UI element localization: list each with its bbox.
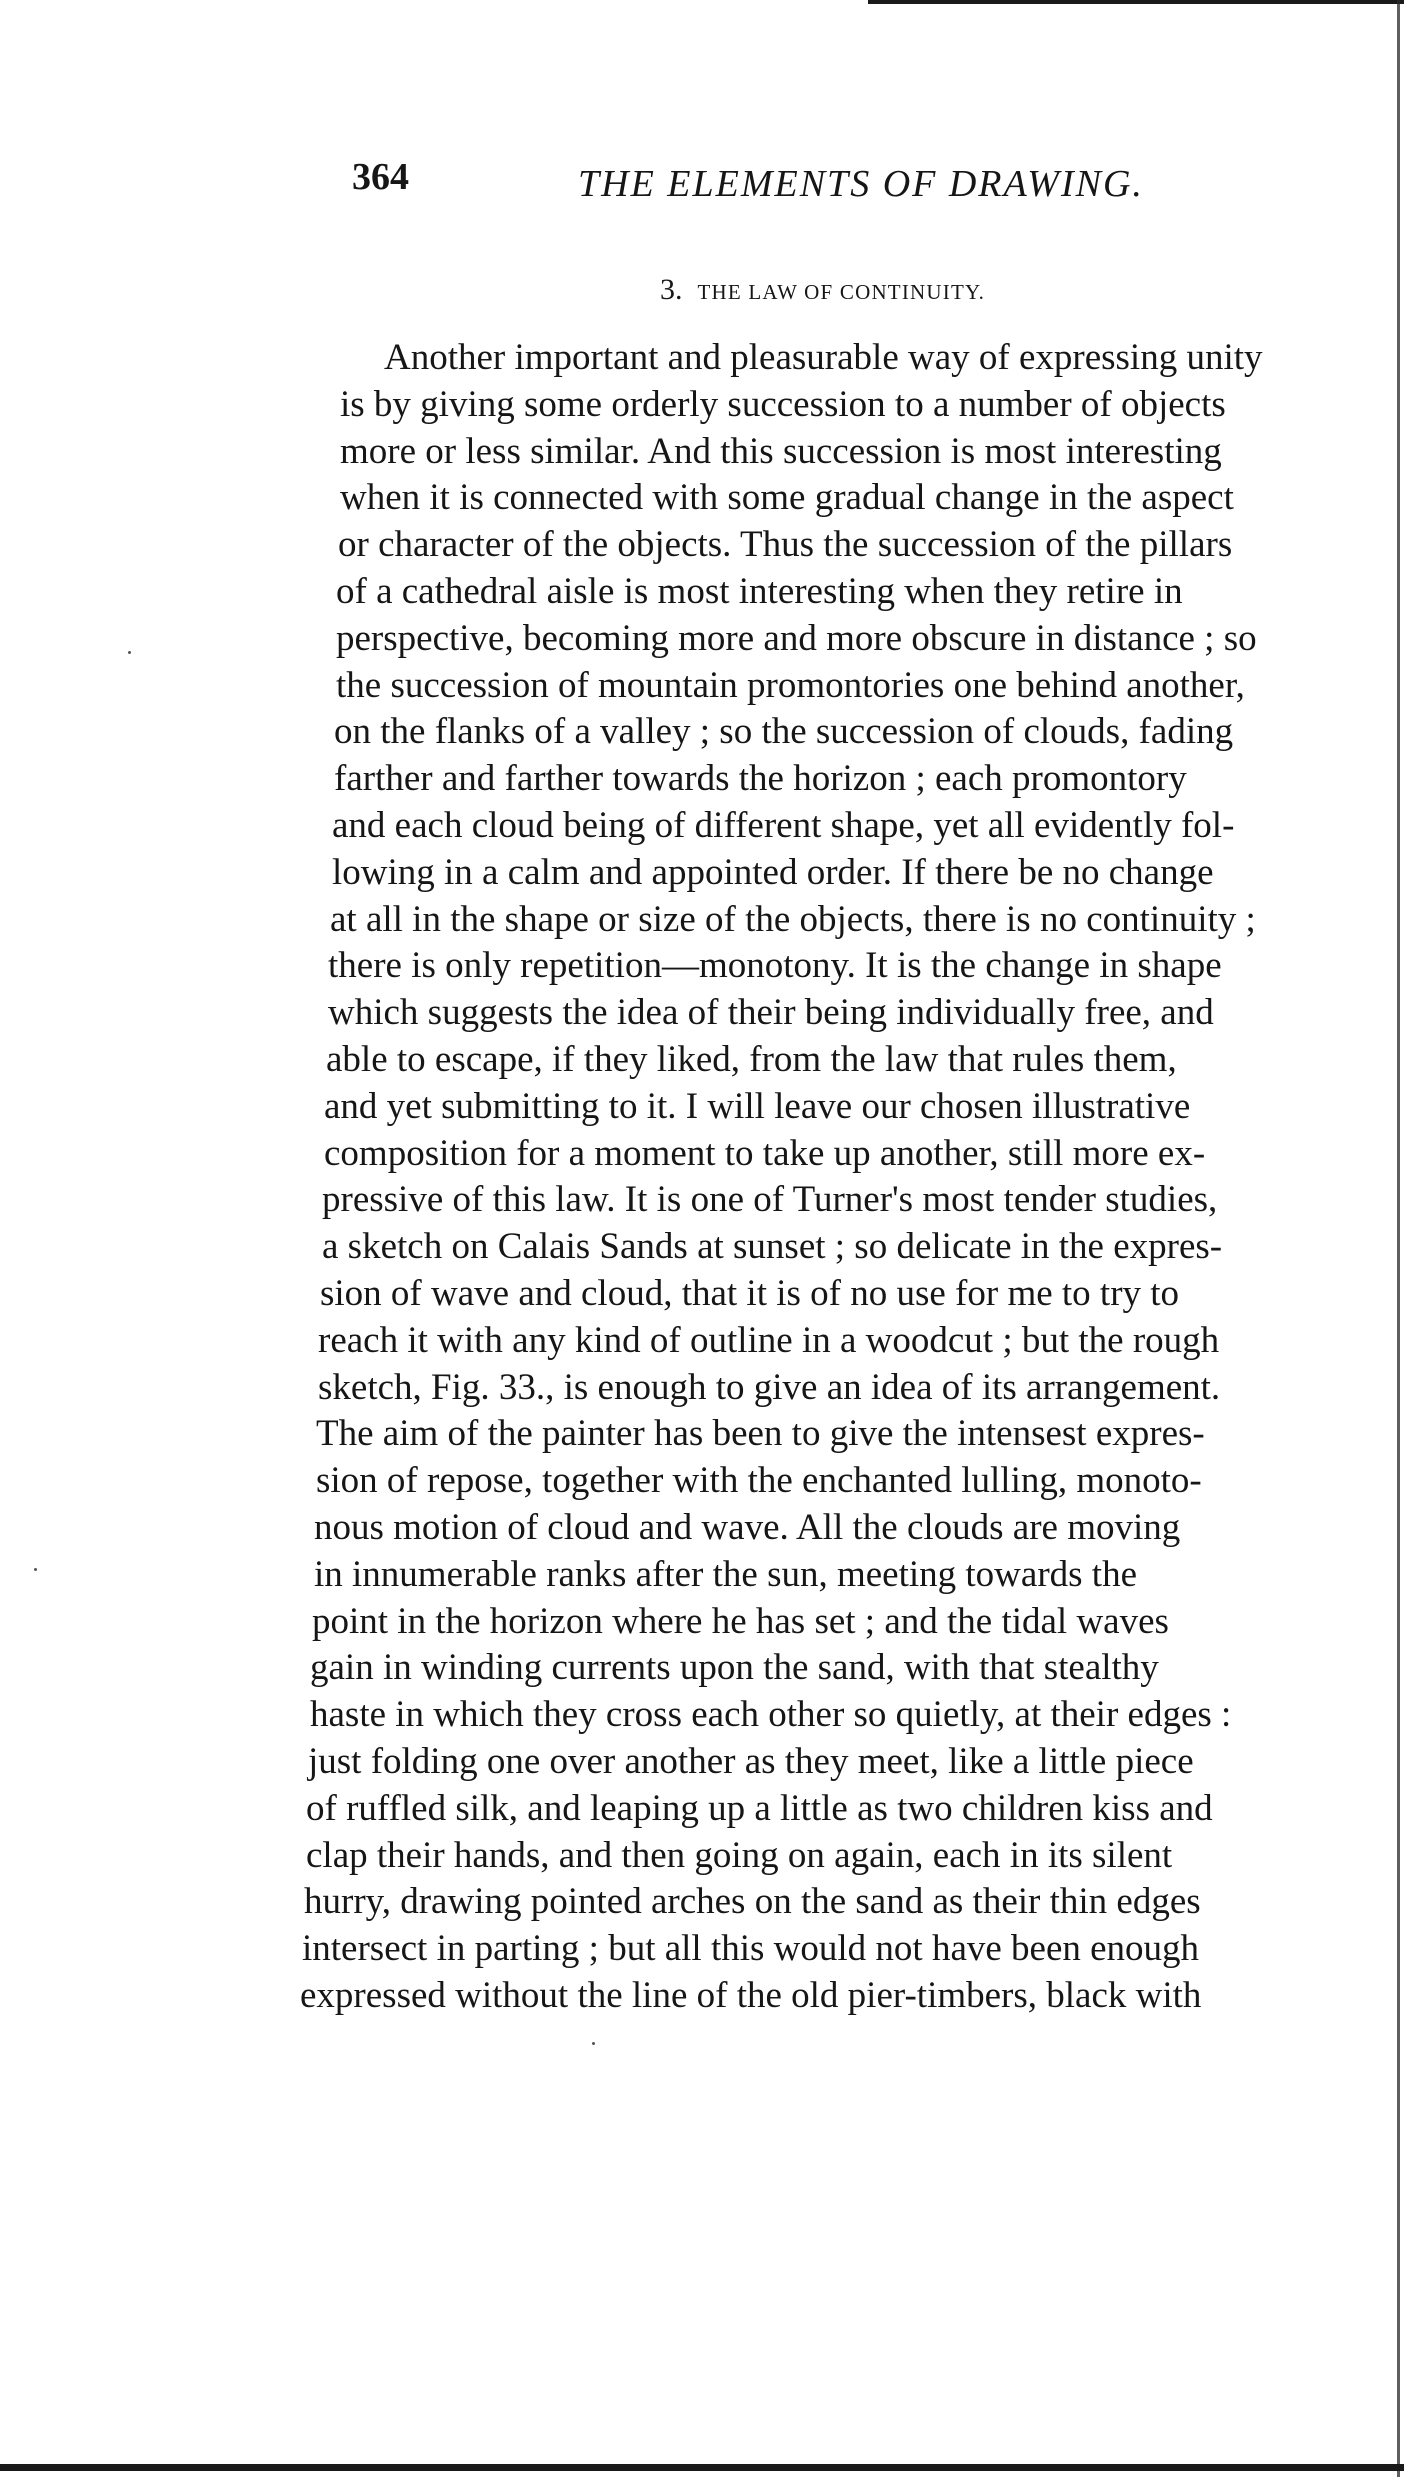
text-line: The aim of the painter has been to give the intensest expres- (316, 1413, 1205, 1455)
text-line: which suggests the idea of their being individually free, and (328, 992, 1214, 1034)
text-line: intersect in parting ; but all this would not have been enough (302, 1928, 1200, 1970)
text-line: pressive of this law. It is one of Turner's most tender studies, (322, 1179, 1218, 1221)
text-line: and each cloud being of different shape, yet all evidently fol- (332, 804, 1235, 846)
text-line: reach it with any kind of outline in a woodcut ; but the rough (318, 1319, 1220, 1361)
text-line: Another important and pleasurable way of expressing unity (384, 337, 1263, 378)
text-line: the succession of mountain promontories one behind another, (336, 664, 1245, 706)
text-line: of ruffled silk, and leaping up a little as two children kiss and (306, 1787, 1213, 1829)
section-heading (660, 275, 985, 305)
running-title: THE ELEMENTS OF DRAWING. (578, 163, 1144, 205)
text-line: a sketch on Calais Sands at sunset ; so delicate in the expres- (322, 1226, 1223, 1268)
text-line: lowing in a calm and appointed order. If there be no change (332, 851, 1214, 893)
text-line: at all in the shape or size of the objects, there is no continuity ; (330, 898, 1256, 940)
text-line: when it is connected with some gradual change in the aspect (340, 477, 1234, 519)
paper-speck (592, 2042, 595, 2045)
text-line: just folding one over another as they meet, like a little piece (308, 1740, 1194, 1782)
text-line: on the flanks of a valley ; so the succession of clouds, fading (334, 711, 1234, 753)
text-line: in innumerable ranks after the sun, meeting towards the (314, 1553, 1137, 1595)
text-line: perspective, becoming more and more obscure in distance ; so (336, 617, 1257, 659)
text-line: clap their hands, and then going on again, each in its silent (306, 1834, 1173, 1876)
text-line: sion of wave and cloud, that it is of no use for me to try to (320, 1272, 1180, 1314)
text-line: haste in which they cross each other so quietly, at their edges : (310, 1694, 1232, 1736)
text-line: sketch, Fig. 33., is enough to give an idea of its arrangement. (318, 1366, 1221, 1408)
paper-speck (34, 1568, 37, 1571)
section-title: THE LAW OF CONTINUITY. (697, 280, 986, 304)
text-line: and yet submitting to it. I will leave our chosen illustrative (324, 1085, 1191, 1127)
page-number: 364 (352, 156, 409, 198)
text-line: expressed without the line of the old pier-timbers, black with (300, 1974, 1202, 2016)
top-page-edge (868, 0, 1404, 4)
text-line: farther and farther towards the horizon ; each promontory (334, 758, 1187, 800)
text-line: hurry, drawing pointed arches on the sand as their thin edges (304, 1881, 1201, 1923)
text-line: or character of the objects. Thus the succession of the pillars (338, 524, 1233, 566)
body-text (300, 335, 1404, 2020)
text-line: is by giving some orderly succession to a number of objects (340, 383, 1226, 425)
paper-speck (128, 651, 131, 654)
text-line: point in the horizon where he has set ; and the tidal waves (312, 1600, 1169, 1642)
section-number: 3. (660, 273, 683, 306)
text-line: sion of repose, together with the enchanted lulling, monoto- (316, 1460, 1202, 1502)
text-line: there is only repetition—monotony. It is the change in shape (328, 945, 1222, 987)
text-line: gain in winding currents upon the sand, with that stealthy (310, 1647, 1159, 1689)
text-line: nous motion of cloud and wave. All the clouds are moving (314, 1506, 1181, 1548)
text-line: of a cathedral aisle is most interesting when they retire in (336, 570, 1183, 612)
text-line: composition for a moment to take up another, still more ex- (324, 1132, 1206, 1174)
text-line: able to escape, if they liked, from the law that rules them, (326, 1038, 1177, 1080)
text-line: more or less similar. And this succession is most interesting (340, 430, 1222, 472)
bottom-page-edge (0, 2464, 1404, 2471)
